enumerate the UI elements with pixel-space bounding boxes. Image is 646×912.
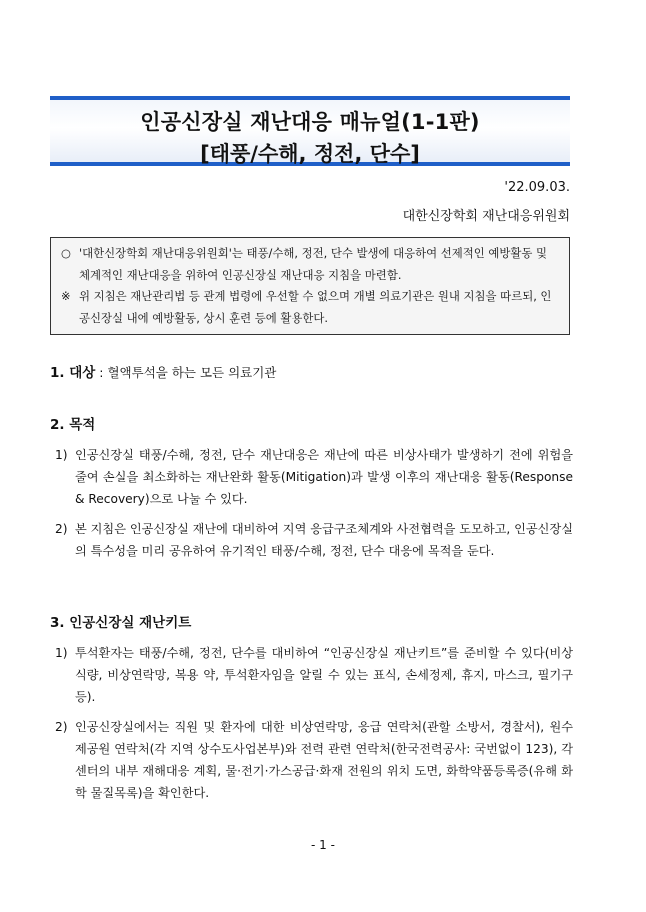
notice-bullet bbox=[61, 243, 559, 286]
section-3-item-2 bbox=[55, 716, 573, 804]
notice-note-text: 위 지침은 재난관리법 등 관계 법령에 우선할 수 없으며 개별 의료기관은 원내 지침을 따르되, 인공신장실 내에 예방활동, 상시 훈련 등에 활용한다. bbox=[79, 289, 552, 325]
circle-bullet-icon: ○ bbox=[61, 246, 71, 260]
section-3-item-1 bbox=[55, 642, 573, 708]
section-1-separator: : bbox=[95, 365, 108, 380]
item-text: 투석환자는 태풍/수해, 정전, 단수를 대비하여 “인공신장실 재난키트”를 준비할 수 있다(비상식량, 비상연락망, 복용 약, 투석환자임을 알릴 수 있는 표식, 손세정제, 휴지, 마스크, 필기구 등). bbox=[75, 646, 573, 704]
notice-note bbox=[61, 286, 559, 329]
item-number: 2) bbox=[55, 522, 68, 536]
document-subtitle: [태풍/수해, 정전, 단수] bbox=[200, 142, 420, 166]
item-text: 본 지침은 인공신장실 재난에 대비하여 지역 응급구조체계와 사전협력을 도모하고, 인공신장실의 특수성을 미리 공유하여 유기적인 태풍/수해, 정전, 단수 대응에 목적을 둔다. bbox=[75, 522, 573, 558]
notice-box bbox=[50, 237, 570, 335]
section-2-heading: 2. 목적 bbox=[50, 417, 96, 433]
notice-bullet-text: '대한신장학회 재난대응위원회'는 태풍/수해, 정전, 단수 발생에 대응하여 선제적인 예방활동 및 체계적인 재난대응을 위하여 인공신장실 재난대응 지침을 마련함. bbox=[79, 246, 548, 282]
section-1-label: 1. 대상 bbox=[50, 365, 96, 381]
item-text: 인공신장실에서는 직원 및 환자에 대한 비상연락망, 응급 연락처(관할 소방서, 경찰서), 원수 제공원 연락처(각 지역 상수도사업본부)와 전력 관련 연락처(한국전력공사: 국번없이 123), 각 센터의 내부 재해대응 계획, 물·전기·가스공급·화재 전원의 위치 도면, 화학약품등록증(유해 화학 물질목록)을 확인한다. bbox=[75, 720, 573, 800]
section-2-item-2 bbox=[55, 518, 573, 562]
page-number: - 1 - bbox=[311, 838, 335, 852]
item-number: 1) bbox=[55, 646, 68, 660]
section-2-item-1 bbox=[55, 444, 573, 510]
section-1-text: 혈액투석을 하는 모든 의료기관 bbox=[107, 365, 277, 380]
document-title: 인공신장실 재난대응 매뉴얼(1-1판) bbox=[140, 110, 480, 134]
section-3-heading: 3. 인공신장실 재난키트 bbox=[50, 615, 192, 631]
section-1-heading bbox=[50, 361, 276, 381]
item-number: 1) bbox=[55, 448, 68, 462]
title-box bbox=[50, 96, 570, 166]
item-text: 인공신장실 태풍/수해, 정전, 단수 재난대응은 재난에 따른 비상사태가 발생하기 전에 위험을 줄여 손실을 최소화하는 재난완화 활동(Mitigation)과 발생 이후의 재난대응 활동(Response & Recovery)으로 나눌 수 있다. bbox=[75, 448, 573, 506]
item-number: 2) bbox=[55, 720, 68, 734]
document-date: '22.09.03. bbox=[504, 180, 570, 195]
reference-mark-icon: ※ bbox=[61, 289, 71, 303]
organization-name: 대한신장학회 재난대응위원회 bbox=[402, 209, 570, 224]
